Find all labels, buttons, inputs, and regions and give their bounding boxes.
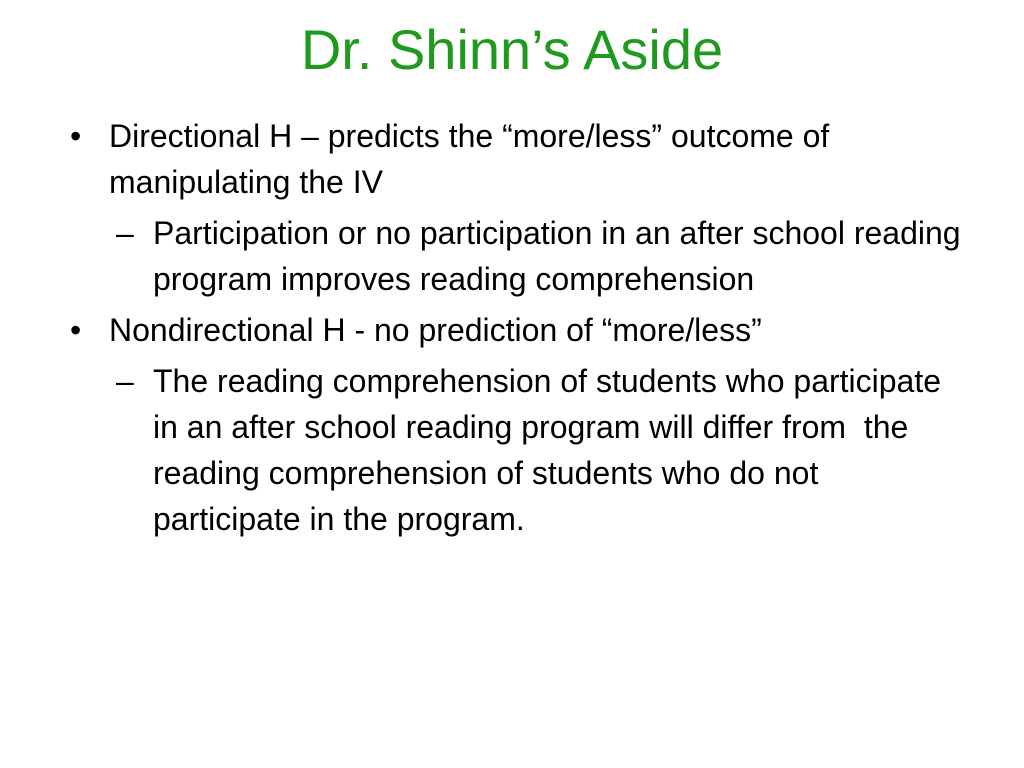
bullet-dot-icon: • <box>70 312 82 348</box>
bullet-dot-icon: • <box>70 118 82 154</box>
slide-body <box>70 113 970 547</box>
bullet-nondirectional <box>70 307 970 353</box>
bullet-directional <box>70 113 970 205</box>
sub-bullet-text: Participation or no participation in an after school reading program improves reading comprehension <box>153 215 970 297</box>
sub-bullet-directional-example <box>70 210 970 302</box>
dash-icon: – <box>116 363 134 399</box>
dash-icon: – <box>116 215 134 251</box>
bullet-text: Directional H – predicts the “more/less” outcome of manipulating the IV <box>109 118 839 200</box>
sub-bullet-nondirectional-example <box>70 358 970 542</box>
slide-title: Dr. Shinn’s Aside <box>300 18 724 81</box>
sub-bullet-text: The reading comprehension of students who participate in an after school reading program will differ from the reading comprehension of students who do not participate in the program. <box>153 363 950 537</box>
bullet-text: Nondirectional H - no prediction of “more/less” <box>109 312 762 348</box>
